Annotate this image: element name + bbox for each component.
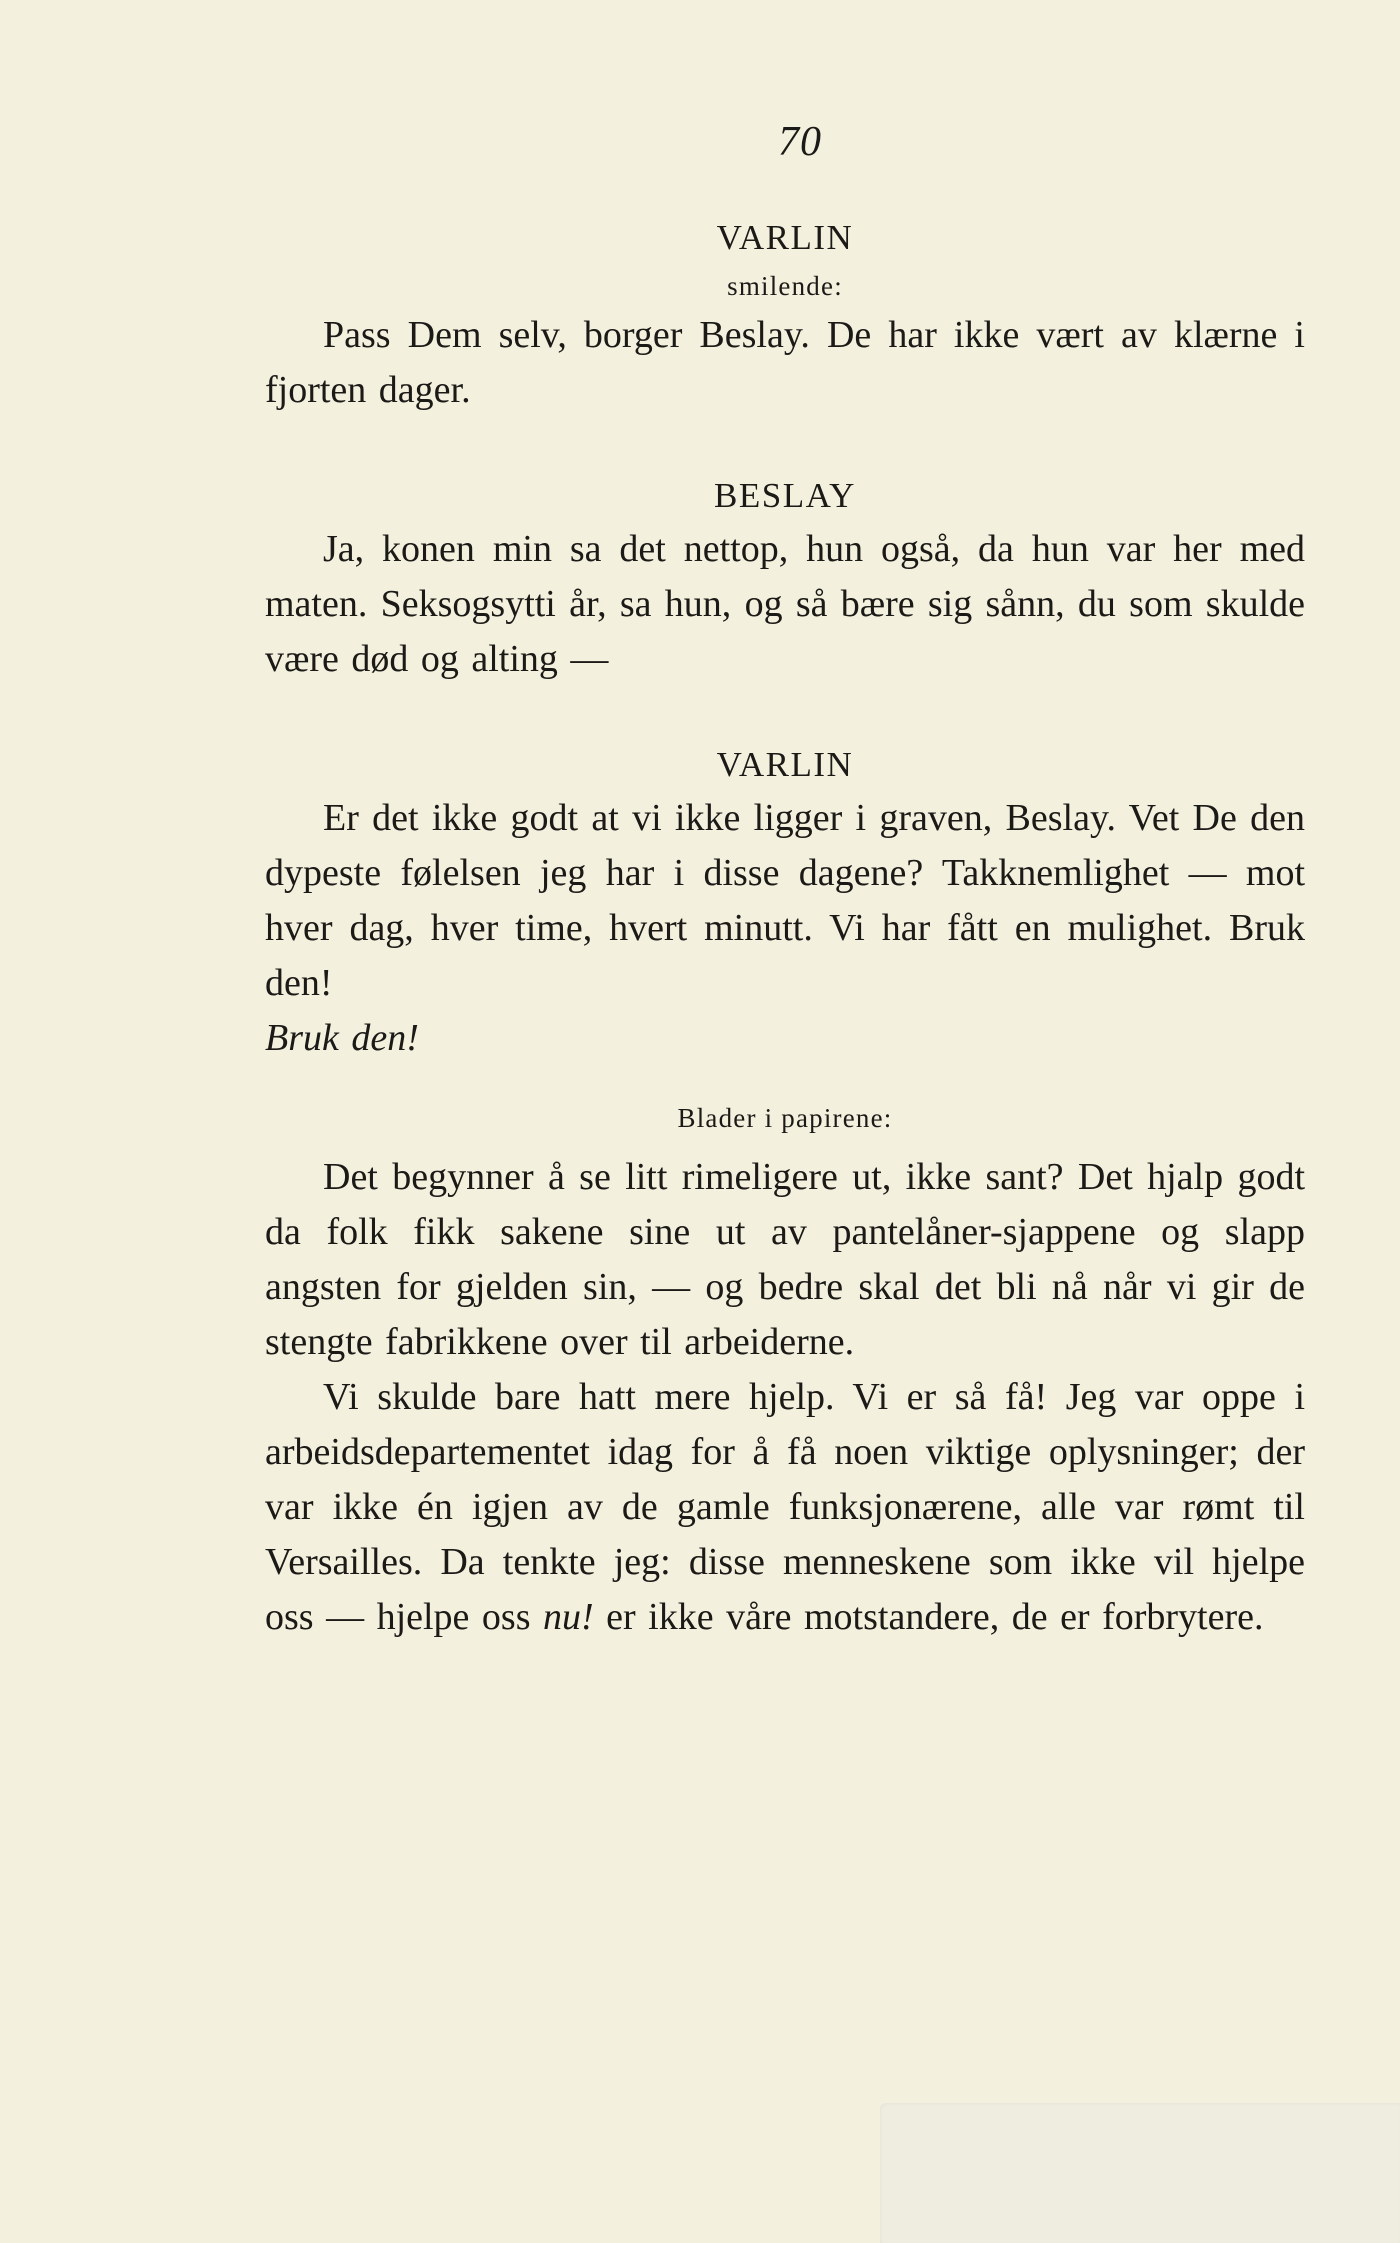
paper-stain — [880, 2103, 1400, 2243]
speaker-name: BESLAY — [714, 476, 856, 515]
speech-text: Er det ikke godt at vi ikke ligger i graven, Beslay. Vet De den dypeste følelsen jeg har i disse dagene? Takknemlighet — mot hver dag, hver time, hvert minutt. Vi har fått en mulighet. Bruk den! — [265, 797, 1305, 1004]
speaker-name: VARLIN — [716, 218, 854, 257]
speech-paragraph — [265, 522, 1305, 687]
speech-italic-text: Bruk den! — [265, 1017, 419, 1059]
speech-text: Det begynner å se litt rimeligere ut, ikke sant? Det hjalp godt da folk fikk sakene sine ut av pantelåner-sjappene og slapp angsten for gjelden sin, — og bedre skal det bli nå når vi gir de stengte fabrikkene over til arbeiderne. — [265, 1156, 1305, 1363]
speech-paragraph — [265, 1150, 1305, 1370]
speech-text: Pass Dem selv, borger Beslay. De har ikke vært av klærne i fjorten dager. — [265, 314, 1305, 411]
stage-direction: smilende: — [727, 271, 843, 301]
stage-direction: Blader i papirene: — [677, 1103, 893, 1133]
speech-text: Vi skulde bare hatt mere hjelp. Vi er så få! Jeg var oppe i arbeidsdepartementet idag for å få noen viktige oplysninger; der var ikke én igjen av de gamle funksjonærene, alle var rømt til Versailles. Da tenkte jeg: disse menneskene som ikke vil hjelpe oss — hjelpe oss — [265, 1376, 1305, 1638]
dialogue-text — [265, 212, 1305, 1645]
speaker-name: VARLIN — [716, 745, 854, 784]
speech-paragraph — [265, 791, 1305, 1066]
page-number: 70 — [778, 119, 822, 165]
speech-paragraph — [265, 1370, 1305, 1645]
speech-text: er ikke våre motstandere, de er forbrytere. — [606, 1596, 1264, 1638]
speech-text: Ja, konen min sa det nettop, hun også, da hun var her med maten. Seksogsytti år, sa hun, og så bære sig sånn, du som skulde være død og alting — — [265, 528, 1305, 680]
speech-paragraph — [265, 308, 1305, 418]
speech-italic-text: nu! — [543, 1596, 594, 1638]
